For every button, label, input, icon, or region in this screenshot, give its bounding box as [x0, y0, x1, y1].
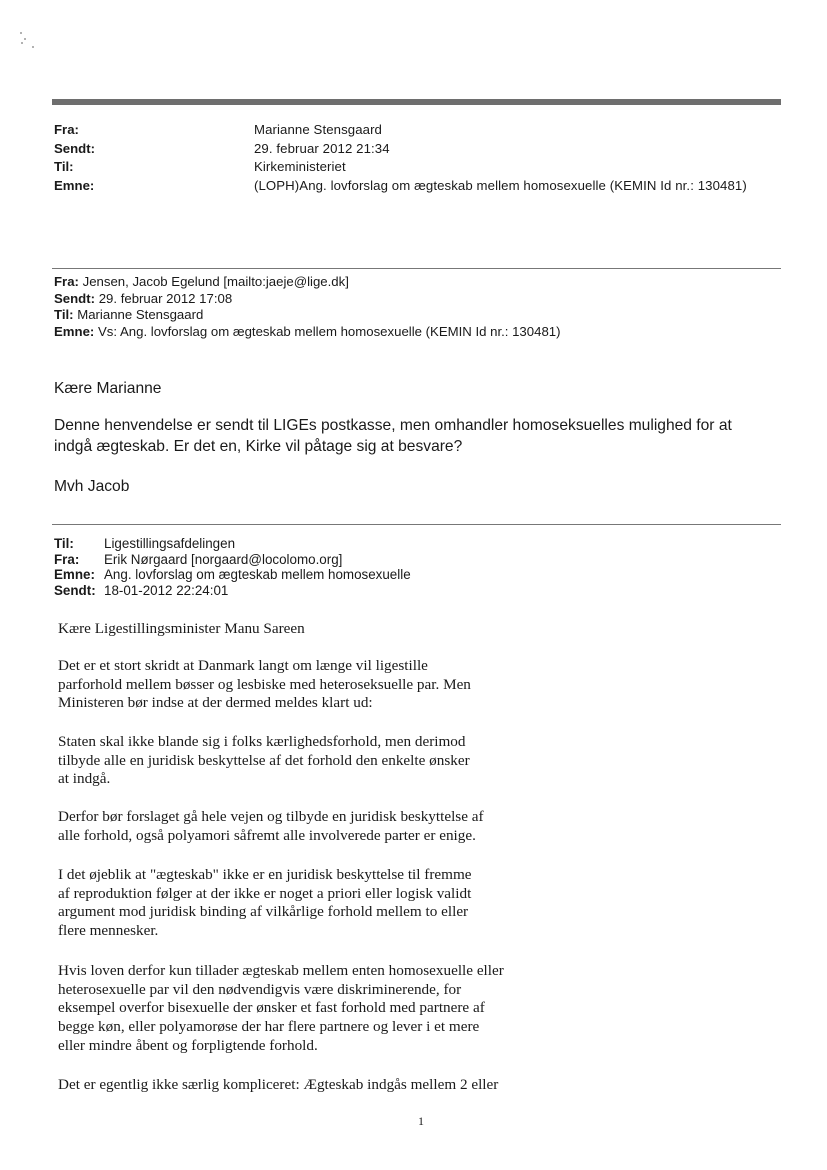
til-label: Til: — [54, 159, 74, 174]
orig-emne-label: Emne: — [54, 567, 95, 583]
orig-row-til — [54, 536, 411, 552]
letter-paragraph-1 — [58, 657, 698, 713]
letter-line: alle forhold, også polyamori såfremt alle involverede parter er enige. — [58, 826, 476, 844]
letter-paragraph-3 — [58, 808, 698, 845]
forward-text — [54, 415, 789, 457]
letter-line: Staten skal ikke blande sig i folks kærlighedsforhold, men derimod — [58, 733, 466, 750]
letter-paragraph-5 — [58, 962, 698, 1056]
forward-row-fra — [54, 274, 561, 291]
letter-line: flere mennesker. — [58, 922, 159, 940]
forward-text-line: indgå ægteskab. Er det en, Kirke vil påtage sig at besvare? — [54, 438, 463, 455]
sendt-value: 29. februar 2012 21:34 — [254, 140, 390, 156]
fwd-til-value: Marianne Stensgaard — [77, 307, 204, 323]
til-value: Kirkeministeriet — [254, 159, 346, 174]
orig-row-fra — [54, 552, 411, 568]
letter-line: Hvis loven derfor kun tillader ægteskab mellem enten homosexuelle eller — [58, 962, 504, 979]
letter-line: Det er egentlig ikke særlig kompliceret: Ægteskab indgås mellem 2 eller — [58, 1076, 499, 1093]
email-header-main — [54, 121, 784, 195]
header-row-til — [54, 158, 784, 177]
orig-row-sendt — [54, 583, 411, 599]
letter-line: Det er et stort skridt at Danmark langt om længe vil ligestille — [58, 657, 428, 674]
forward-text-line: Denne henvendelse er sendt til LIGEs postkasse, men omhandler homoseksuelles mulighed for at — [54, 417, 732, 434]
orig-emne-value: Ang. lovforslag om ægteskab mellem homosexuelle — [104, 567, 411, 583]
scan-specks — [18, 30, 38, 50]
letter-line: Derfor bør forslaget gå hele vejen og tilbyde en juridisk beskyttelse af — [58, 808, 484, 825]
letter-line: eksempel overfor bisexuelle der ønsker et fast forhold med partnere af — [58, 999, 485, 1017]
forward-header — [54, 274, 561, 340]
sendt-label: Sendt: — [54, 140, 96, 156]
forward-row-til — [54, 307, 561, 324]
orig-row-emne — [54, 567, 411, 583]
orig-sendt-value: 18-01-2012 22:24:01 — [104, 582, 229, 598]
fwd-til-label: Til: — [54, 307, 74, 323]
orig-til-value: Ligestillingsafdelingen — [104, 536, 236, 551]
forward-signoff: Mvh Jacob — [54, 478, 130, 495]
emne-label: Emne: — [54, 177, 95, 193]
orig-fra-value: Erik Nørgaard [norgaard@locolomo.org] — [104, 551, 343, 567]
forward-row-sendt — [54, 291, 561, 308]
forward-separator — [52, 268, 781, 269]
letter-line: argument mod juridisk binding af vilkårlige forhold mellem to eller — [58, 903, 469, 921]
header-separator-bar — [52, 99, 781, 105]
letter-paragraph-2 — [58, 733, 698, 789]
letter-line: heterosexuelle par vil den nødvendigvis være diskriminerende, for — [58, 980, 462, 998]
orig-fra-label: Fra: — [54, 551, 80, 567]
fwd-sendt-value: 29. februar 2012 17:08 — [98, 290, 233, 306]
letter-line: af reproduktion følger at der ikke er noget a priori eller logisk validt — [58, 884, 472, 902]
emne-value: (LOPH)Ang. lovforslag om ægteskab mellem homosexuelle (KEMIN Id nr.: 130481) — [254, 177, 747, 193]
header-row-sendt — [54, 140, 784, 159]
fra-value: Marianne Stensgaard — [254, 122, 382, 137]
letter-greeting: Kære Ligestillingsminister Manu Sareen — [58, 620, 305, 637]
letter-line: parforhold mellem bøsser og lesbiske med heteroseksuelle par. Men — [58, 675, 471, 693]
fwd-fra-label: Fra: — [54, 274, 79, 289]
forward-row-emne — [54, 324, 561, 341]
letter-line: tilbyde alle en juridisk beskyttelse af det forhold den enkelte ønsker — [58, 751, 470, 769]
header-row-fra — [54, 121, 784, 140]
fwd-emne-label: Emne: — [54, 323, 95, 339]
fwd-fra-value: Jensen, Jacob Egelund [mailto:jaeje@lige.dk] — [82, 274, 349, 289]
original-header — [54, 536, 411, 598]
letter-line: begge køn, eller polyamorøse der har flere partnere og lever i et mere — [58, 1018, 480, 1036]
original-separator — [52, 524, 781, 525]
letter-paragraph-6 — [58, 1076, 698, 1095]
letter-paragraph-4 — [58, 866, 698, 941]
letter-line: Ministeren bør indse at der dermed meldes klart ud: — [58, 694, 373, 712]
fwd-emne-value: Vs: Ang. lovforslag om ægteskab mellem homosexuelle (KEMIN Id nr.: 130481) — [97, 323, 561, 339]
letter-line: I det øjeblik at "ægteskab" ikke er en juridisk beskyttelse til fremme — [58, 866, 472, 883]
orig-sendt-label: Sendt: — [54, 582, 96, 598]
forward-greeting: Kære Marianne — [54, 380, 162, 397]
page-number: 1 — [418, 1114, 424, 1128]
fra-label: Fra: — [54, 122, 79, 137]
fwd-sendt-label: Sendt: — [54, 290, 96, 306]
letter-line: at indgå. — [58, 770, 111, 788]
header-row-emne — [54, 177, 784, 196]
letter-line: eller mindre åbent og forpligtende forhold. — [58, 1036, 318, 1054]
orig-til-label: Til: — [54, 536, 74, 551]
